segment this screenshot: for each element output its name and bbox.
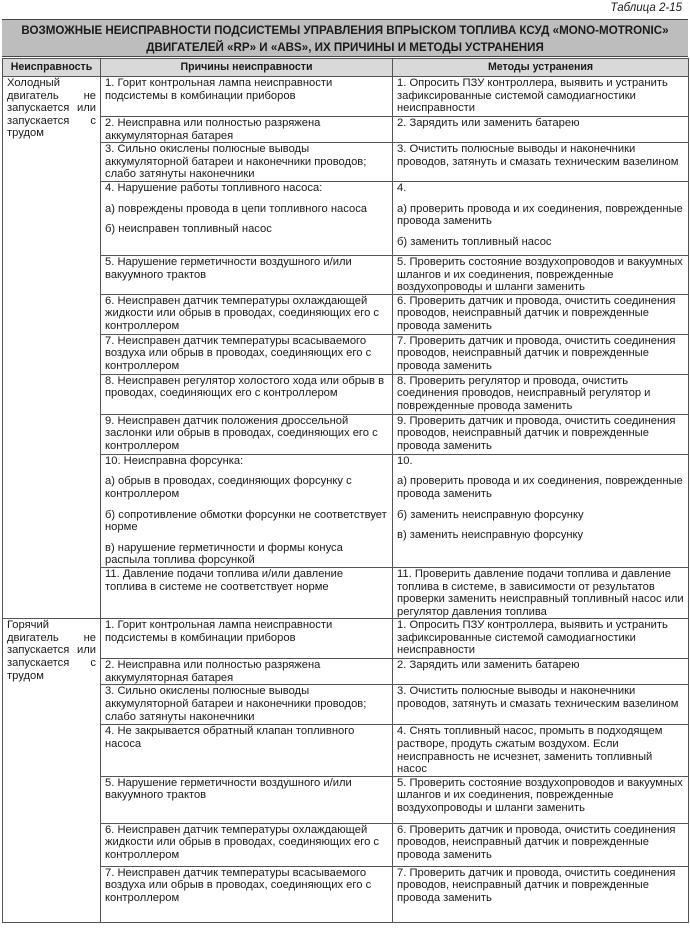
table-row: [3, 77, 689, 117]
table-row: [3, 454, 689, 567]
cause-text: 6. Неисправен датчик температуры охлаждающей жидкости или обрыв в проводах, соединяющих его с контроллером: [105, 823, 380, 862]
cause-text: 10. Неисправна форсунка:: [105, 454, 244, 467]
table-row: [3, 414, 689, 454]
cause-text: 3. Сильно окислены полюсные выводы аккумуляторной батареи и наконечники проводов; слабо затянуты наконечники: [105, 143, 367, 181]
table-title: [2, 19, 688, 57]
cause-text: 4. Нарушение работы топливного насоса:: [105, 181, 323, 194]
method-cell: [393, 374, 689, 414]
table-row: [3, 294, 689, 334]
faults-table: [2, 58, 689, 923]
table-row: [3, 567, 689, 618]
method-cell: [393, 823, 689, 866]
method-cell: [393, 117, 689, 143]
cause-cell: [101, 117, 393, 143]
table-number: Таблица 2-15: [610, 2, 682, 14]
method-cell: [393, 619, 689, 659]
method-cell: [393, 776, 689, 823]
cause-cell: [101, 685, 393, 725]
cause-text: 3. Сильно окислены полюсные выводы аккумуляторной батареи и наконечники проводов; слабо затянуты наконечники: [105, 685, 367, 723]
method-cell: [393, 685, 689, 725]
table-row: [3, 181, 689, 255]
table-row: [3, 685, 689, 725]
table-row: [3, 255, 689, 294]
method-cell: [393, 294, 689, 334]
cause-cell: [101, 866, 393, 922]
method-text: 10.: [397, 454, 413, 467]
header-methods: Методы устранения: [393, 59, 689, 77]
method-text: 7. Проверить датчик и провода, очистить соединения проводов, неисправный датчик и поврежденные провода заменить: [397, 334, 676, 372]
method-text: 4.: [397, 181, 407, 194]
cause-text: 8. Неисправен регулятор холостого хода или обрыв в проводах, соединяющих его с контроллером: [105, 374, 385, 400]
cause-text: 1. Горит контрольная лампа неисправности подсистемы в комбинации приборов: [105, 77, 333, 102]
method-cell: [393, 255, 689, 294]
cause-cell: [101, 414, 393, 454]
method-text: 9. Проверить датчик и провода, очистить соединения проводов, неисправный датчик и поврежденные провода заменить: [397, 414, 676, 452]
cause-text: 11. Давление подачи топлива и/или давление топлива в системе не соответствует норме: [105, 567, 344, 593]
method-text: 2. Зарядить или заменить батарею: [397, 117, 580, 129]
cause-text: 4. Не закрывается обратный клапан топливного насоса: [105, 725, 355, 751]
cause-cell: [101, 659, 393, 685]
method-text: 1. Опросить ПЗУ контроллера, выявить и устранить зафиксированные системой самодиагностики неисправности: [397, 77, 668, 115]
cause-cell: [101, 454, 393, 567]
method-text: а) проверить провода и их соединения, поврежденные провода заменить: [397, 202, 683, 228]
method-cell: [393, 334, 689, 374]
method-cell: [393, 454, 689, 567]
table-row: [3, 619, 689, 659]
table-body: [3, 77, 689, 923]
table-row: [3, 374, 689, 414]
table-row: [3, 117, 689, 143]
method-text: 3. Очистить полюсные выводы и наконечники проводов, затянуть и смазать техническим вазелином: [397, 685, 679, 711]
method-text: 2. Зарядить или заменить батарею: [397, 659, 580, 672]
fault-cell: Горячий двигатель не запускается или запускается с трудом: [3, 619, 101, 923]
method-cell: [393, 567, 689, 618]
method-text: а) проверить провода и их соединения, поврежденные провода заменить: [397, 475, 683, 500]
method-cell: [393, 77, 689, 117]
cause-text: 5. Нарушение герметичности воздушного и/или вакуумного трактов: [105, 255, 352, 281]
cause-cell: [101, 619, 393, 659]
cause-text: 7. Неисправен датчик температуры всасываемого воздуха или обрыв в проводах, соединяющих его с контроллером: [105, 334, 372, 372]
document-page: [2, 0, 688, 936]
method-cell: [393, 866, 689, 922]
cause-cell: [101, 255, 393, 294]
cause-cell: [101, 334, 393, 374]
header-fault: Неисправность: [3, 59, 101, 77]
method-cell: [393, 725, 689, 776]
method-text: 3. Очистить полюсные выводы и наконечники проводов, затянуть и смазать техническим вазелином: [397, 143, 679, 168]
header-causes: Причины неисправности: [101, 59, 393, 77]
table-row: [3, 776, 689, 823]
cause-text: б) неисправен топливный насос: [105, 223, 272, 236]
method-text: 4. Снять топливный насос, промыть в подходящем растворе, продуть сжатым воздухом. Если неисправность не исчезнет, заменить топливный насос: [397, 725, 663, 776]
cause-cell: [101, 77, 393, 117]
method-text: 6. Проверить датчик и провода, очистить соединения проводов, неисправный датчик и поврежденные провода заменить: [397, 823, 676, 862]
fault-cell: Холодный двигатель не запускается или запускается с трудом: [3, 77, 101, 619]
method-text: 1. Опросить ПЗУ контроллера, выявить и устранить зафиксированные системой самодиагностики неисправности: [397, 619, 668, 657]
method-text: 6. Проверить датчик и провода, очистить соединения проводов, неисправный датчик и поврежденные провода заменить: [397, 294, 676, 332]
method-text: 5. Проверить состояние воздухопроводов и вакуумных шлангов и их соединения, поврежденные воздухопроводы и шланги заменить: [397, 255, 683, 294]
table-row: [3, 725, 689, 776]
method-text: 7. Проверить датчик и провода, очистить соединения проводов, неисправный датчик и поврежденные провода заменить: [397, 866, 676, 905]
method-cell: [393, 414, 689, 454]
method-text: б) заменить неисправную форсунку: [397, 508, 584, 521]
method-cell: [393, 181, 689, 255]
cause-text: 9. Неисправен датчик положения дроссельной заслонки или обрыв в проводах, соединяющих его с контроллером: [105, 414, 378, 452]
table-row: [3, 659, 689, 685]
cause-text: б) сопротивление обмотки форсунки не соответствует норме: [105, 508, 387, 534]
method-text: 5. Проверить состояние воздухопроводов и вакуумных шлангов и их соединения, поврежденные воздухопроводы и шланги заменить: [397, 776, 683, 815]
cause-cell: [101, 776, 393, 823]
cause-text: 1. Горит контрольная лампа неисправности подсистемы в комбинации приборов: [105, 619, 333, 644]
cause-text: 2. Неисправна или полностью разряжена аккумуляторная батарея: [105, 659, 321, 684]
cause-cell: [101, 823, 393, 866]
method-text: в) заменить неисправную форсунку: [397, 529, 584, 542]
table-row: [3, 823, 689, 866]
cause-text: 6. Неисправен датчик температуры охлаждающей жидкости или обрыв в проводах, соединяющих его с контроллером: [105, 294, 380, 332]
cause-text: 2. Неисправна или полностью разряжена аккумуляторная батарея: [105, 117, 321, 142]
cause-text: 7. Неисправен датчик температуры всасываемого воздуха или обрыв в проводах, соединяющих его с контроллером: [105, 866, 372, 905]
method-text: 8. Проверить регулятор и провода, очистить соединения проводов, неисправный регулятор и поврежденные провода заменить: [397, 374, 651, 412]
cause-text: а) обрыв в проводах, соединяющих форсунку с контроллером: [105, 475, 352, 500]
cause-cell: [101, 143, 393, 182]
cause-text: 5. Нарушение герметичности воздушного и/или вакуумного трактов: [105, 776, 352, 802]
table-title-line-1: ВОЗМОЖНЫЕ НЕИСПРАВНОСТИ ПОДСИСТЕМЫ УПРАВЛЕНИЯ ВПРЫСКОМ ТОПЛИВА КСУД «MONO-MOTRONIC»: [21, 24, 669, 37]
method-text: б) заменить топливный насос: [397, 235, 552, 248]
cause-cell: [101, 567, 393, 618]
table-row: [3, 143, 689, 182]
cause-cell: [101, 294, 393, 334]
method-cell: [393, 659, 689, 685]
cause-cell: [101, 374, 393, 414]
cause-cell: [101, 181, 393, 255]
cause-text: а) повреждены провода в цепи топливного насоса: [105, 202, 368, 215]
table-row: [3, 866, 689, 922]
cause-text: в) нарушение герметичности и формы конуса распыла топлива форсункой: [105, 541, 343, 567]
table-row: [3, 334, 689, 374]
header-row: [3, 59, 689, 77]
method-text: 11. Проверить давление подачи топлива и давление топлива в системе, в зависимости от результатов проверки заменить неисправный топливный насос или регулятор давления топлива: [397, 567, 684, 618]
table-title-line-2: ДВИГАТЕЛЕЙ «RP» И «ABS», ИХ ПРИЧИНЫ И МЕТОДЫ УСТРАНЕНИЯ: [146, 41, 544, 54]
method-cell: [393, 143, 689, 182]
cause-cell: [101, 725, 393, 776]
